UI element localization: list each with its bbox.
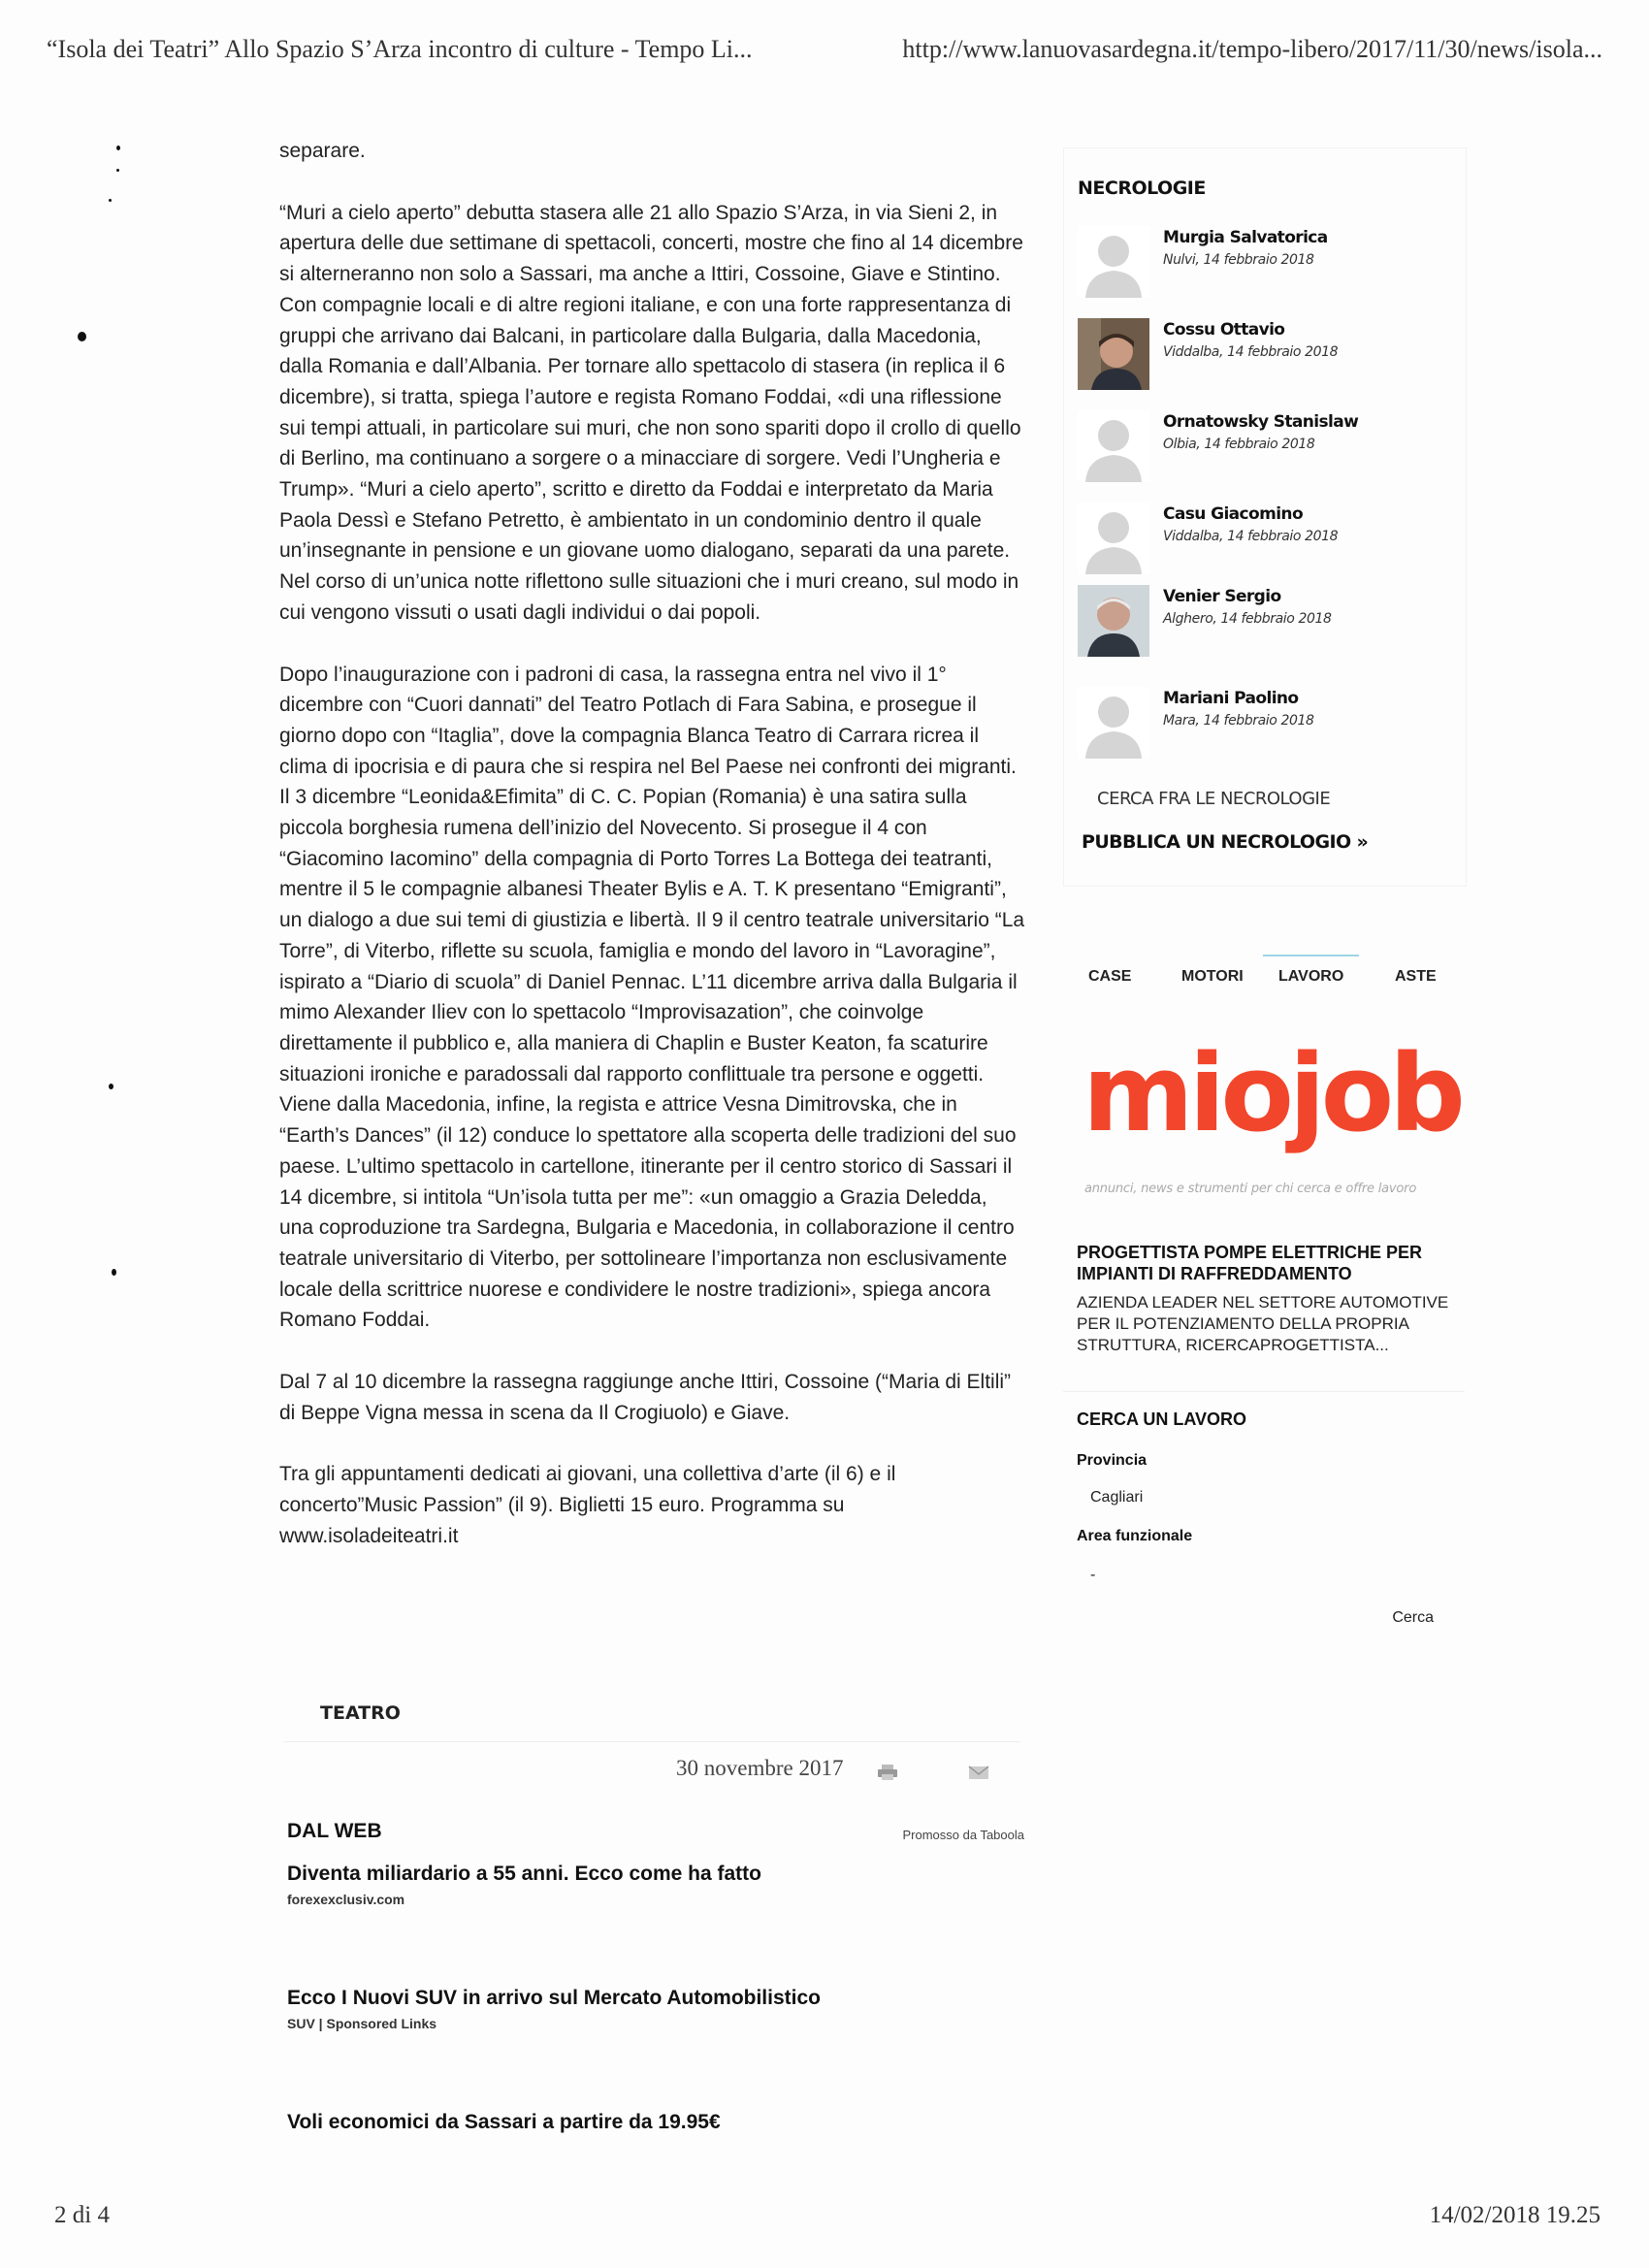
envelope-icon[interactable] (968, 1764, 989, 1781)
sponsored-item[interactable] (287, 2111, 966, 2134)
area-funzionale-label: Area funzionale (1077, 1528, 1193, 1544)
sponsored-title[interactable]: Diventa miliardario a 55 anni. Ecco come ha fatto (287, 1863, 761, 1885)
necrologie-title: NECROLOGIE (1078, 178, 1206, 199)
provincia-label: Provincia (1077, 1452, 1148, 1469)
cerca-button[interactable]: Cerca (1392, 1609, 1434, 1626)
article-paragraph: “Muri a cielo aperto” debutta stasera alle 21 allo Spazio S’Arza, in via Sieni 2, in apertura delle due settimane di spettacoli, concerti, mostre che fino al 14 dicembre si alterneranno non solo a Sassari, ma anche a Ittiri, Cossoine, Giave e Stintino. Con compagnie locali e di altre regioni italiane, e con una forte rappresentanza di gruppi che arrivano dai Balcani, in particolare dalla Bulgaria, dalla Macedonia, dalla Romania e dall’Albania. Per tornare allo spettacolo di stasera (in replica il 6 dicembre), si tratta, spiega l’autore e regista Romano Foddai, «di una riflessione sui tempi attuali, in particolare sui muri, che non sono spariti dopo il crollo di quello di Berlino, ma continuano a sorgere o a minacciare di sorgere. Vedi l’Ungheria e Trump». “Muri a cielo aperto”, scritto e diretto da Foddai e interpretato da Maria Paola Dessì e Stefano Petretto, è ambientato in un condominio dentro il quale un’insegnante in pensione e un giovane uomo dialogano, separati da una parete. Nel corso di un’unica notte riflettono sulle situazioni che i muri creano, sul modo in cui vengono vissuti o usati dagli individui o dai popoli. (279, 201, 1023, 624)
necrologio-name[interactable]: Mariani Paolino (1163, 689, 1299, 708)
necrologio-name[interactable]: Murgia Salvatorica (1163, 228, 1328, 247)
avatar-placeholder-icon (1078, 410, 1149, 482)
sponsored-source: forexexclusiv.com (287, 1892, 405, 1907)
article-paragraph: Dopo l’inaugurazione con i padroni di casa, la rassegna entra nel vivo il 1° dicembre con “Cuori dannati” del Teatro Potlach di Fara Sabina, e prosegue il giorno dopo con “Itaglia”, dove la compagnia Blanca Teatro di Carrara ricrea il clima di ipocrisia e di paura che si respira nel Bel Paese nei confronti dei migranti. Il 3 dicembre “Leonida&Efimita” di C. C. Popian (Romania) è una satira sulla piccola borghesia rumena dell’inizio del Novecento. Si prosegue il 4 con “Giacomino Iacomino” della compagnia di Porto Torres La Bottega dei teatranti, mentre il 5 le compagnie albanesi Theater Bylis e A. T. K presentano “Emigranti”, un dialogo a due sui temi di giustizia e libertà. Il 9 il centro teatrale universitario “La Torre”, di Viterbo, riflette su scuola, famiglia e mondo del lavoro in “Lavoragine”, ispirato a “Diario di scuola” di Daniel Pennac. L’11 dicembre arriva dalla Bulgaria il mimo Alexander Iliev con lo spettacolo “Improvisazation”, che coinvolge direttamente il pubblico e, alla maniera di Chaplin e Buster Keaton, fa scaturire situazioni ironiche e paradossali dal rapporto conflittuale tra persone e oggetti. Viene dalla Macedonia, infine, la regista e attrice Vesna Dimitrovska, che in “Earth’s Dances” (il 12) conduce lo spettatore alla scoperta delle tradizioni del suo paese. L’ultimo spettacolo in cartellone, itinerante per il centro storico di Sassari il 14 dicembre, si intitola “Un’isola tutta per me”: «un omaggio a Grazia Deledda, una coproduzione tra Sardegna, Bulgaria e Macedonia, in collaborazione il centro teatrale universitario di Viterbo, per sottolineare l’importanza non esclusivamente locale della scrittrice nuorese e condividere le nostre tradizioni», spiega ancora Romano Foddai. (279, 663, 1025, 1332)
tag-teatro[interactable]: TEATRO (320, 1702, 401, 1724)
article-paragraph: separare. (279, 140, 366, 162)
avatar-placeholder-icon (1078, 687, 1149, 759)
avatar-placeholder-icon (1078, 226, 1149, 298)
sponsored-title[interactable]: Ecco I Nuovi SUV in arrivo sul Mercato Automobilistico (287, 1987, 821, 2009)
miojob-tagline: annunci, news e strumenti per chi cerca e offre lavoro (1084, 1182, 1417, 1196)
necrologio-name[interactable]: Venier Sergio (1163, 587, 1281, 606)
dal-web-section (287, 1820, 1026, 2133)
print-header (47, 35, 1602, 74)
scan-speck (116, 146, 120, 150)
scan-speck (109, 199, 112, 202)
necrologio-name[interactable]: Cossu Ottavio (1163, 320, 1285, 340)
job-search-form (1063, 1391, 1465, 1644)
sponsored-title[interactable]: Voli economici da Sassari a partire da 19.95€ (287, 2111, 721, 2133)
job-listing-title[interactable]: PROGETTISTA POMPE ELETTRICHE PER IMPIANTI DI RAFFREDDAMENTO (1077, 1243, 1423, 1283)
necrologio-place-date: Olbia, 14 febbraio 2018 (1163, 437, 1315, 452)
necrologio-place-date: Viddalba, 14 febbraio 2018 (1163, 529, 1339, 544)
scan-speck (109, 1084, 113, 1089)
provincia-select[interactable]: Cagliari (1090, 1489, 1144, 1506)
necrologio-item[interactable] (1078, 502, 1466, 580)
necrologio-place-date: Viddalba, 14 febbraio 2018 (1163, 344, 1339, 360)
tab-lavoro[interactable]: LAVORO (1263, 955, 1359, 986)
publication-date: 30 novembre 2017 (676, 1756, 844, 1780)
print-timestamp: 14/02/2018 19.25 (1429, 2202, 1600, 2228)
necrologio-name[interactable]: Ornatowsky Stanislaw (1163, 412, 1359, 432)
sponsored-item[interactable] (287, 1987, 966, 2031)
scan-speck (116, 169, 119, 172)
necrologio-place-date: Mara, 14 febbraio 2018 (1163, 713, 1314, 729)
sponsored-source: SUV | Sponsored Links (287, 2016, 437, 2031)
search-necrologie-link[interactable]: CERCA FRA LE NECROLOGIE (1097, 789, 1331, 809)
portrait-photo (1078, 318, 1149, 390)
taboola-promo-link[interactable]: Promosso da Taboola (902, 1828, 1024, 1842)
classified-tabs (1063, 958, 1465, 997)
miojob-logo: miojob (1083, 1031, 1461, 1155)
publish-necrologio-link[interactable]: PUBBLICA UN NECROLOGIO » (1082, 831, 1369, 853)
necrologio-item[interactable] (1078, 318, 1466, 396)
print-page-title: “Isola dei Teatri” Allo Spazio S’Arza incontro di culture - Tempo Li... (47, 35, 753, 63)
avatar-placeholder-icon (1078, 502, 1149, 574)
article-body (279, 136, 1026, 1583)
page-number: 2 di 4 (54, 2202, 110, 2228)
scan-speck (78, 332, 86, 341)
necrologio-item[interactable] (1078, 687, 1466, 764)
job-listing-description: AZIENDA LEADER NEL SETTORE AUTOMOTIVE PER IL POTENZIAMENTO DELLA PROPRIA STRUTTURA, RICERCAPROGETTISTA... (1077, 1293, 1449, 1354)
article-paragraph: Tra gli appuntamenti dedicati ai giovani, una collettiva d’arte (il 6) e il concerto”Music Passion” (il 9). Biglietti 15 euro. Programma su www.isoladeiteatri.it (279, 1463, 896, 1547)
necrologio-item[interactable] (1078, 226, 1466, 304)
necrologio-place-date: Alghero, 14 febbraio 2018 (1163, 611, 1332, 627)
dal-web-header: DAL WEB (287, 1820, 382, 1842)
miojob-banner[interactable] (1063, 1011, 1465, 1205)
article-paragraph: Dal 7 al 10 dicembre la rassegna raggiunge anche Ittiri, Cossoine (“Maria di Eltili” di Beppe Vigna messa in scena da Il Crogiuolo) e Giave. (279, 1371, 1012, 1424)
necrologio-item[interactable] (1078, 410, 1466, 488)
print-page-url: http://www.lanuovasardegna.it/tempo-libero/2017/11/30/news/isola... (902, 35, 1602, 63)
scan-speck (112, 1269, 116, 1276)
necrologio-place-date: Nulvi, 14 febbraio 2018 (1163, 252, 1314, 268)
tab-motori[interactable]: MOTORI (1181, 968, 1244, 985)
tab-case[interactable]: CASE (1088, 968, 1132, 985)
job-search-title: CERCA UN LAVORO (1077, 1409, 1246, 1429)
printer-icon[interactable] (877, 1764, 898, 1781)
portrait-photo (1078, 585, 1149, 657)
necrologie-box (1063, 147, 1467, 887)
necrologio-name[interactable]: Casu Giacomino (1163, 504, 1304, 524)
article-tags (283, 1693, 1020, 1742)
article-meta (283, 1746, 1040, 1795)
sponsored-item[interactable] (287, 1863, 966, 1907)
tab-aste[interactable]: ASTE (1395, 968, 1437, 985)
area-funzionale-select[interactable]: - (1090, 1567, 1096, 1583)
necrologio-item[interactable] (1078, 585, 1466, 663)
